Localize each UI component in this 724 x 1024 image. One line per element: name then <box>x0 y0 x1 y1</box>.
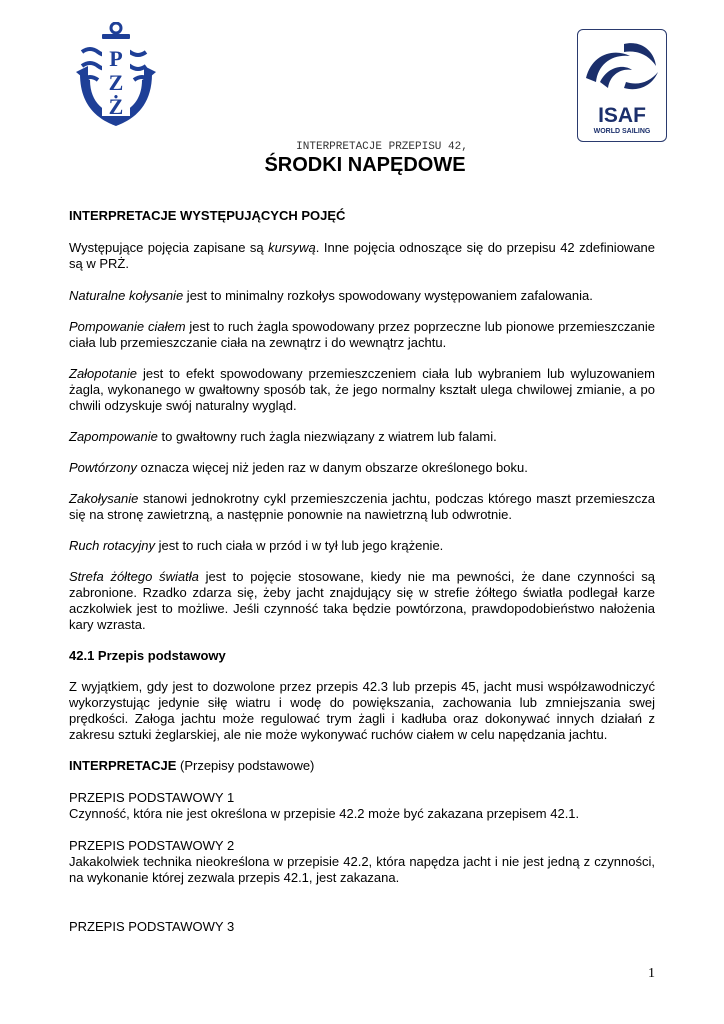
interpretation-text: Czynność, która nie jest określona w przepisie 42.2 może być zakazana przepisem 42.1. <box>69 806 580 821</box>
rule-paragraph: Z wyjątkiem, gdy jest to dozwolone przez przepis 42.3 lub przepis 45, jacht musi współzawodniczyć wykorzystując jedynie siłę wiatru i wodę do powiększania, zachowania lub zmniejszania swej prędkości. Załoga jachtu może regulować trym żagli i kadłuba oraz dokonywać innych działań z zakresu sztuki żeglarskiej, ale nie może wykonywać ruchów ciałem w celu napędzania jachtu. <box>69 679 655 742</box>
intro-italic-word: kursywą <box>268 240 316 255</box>
isaf-logo <box>577 29 667 142</box>
definition-term: Powtórzony <box>69 460 137 475</box>
pzz-letter-z: Z <box>108 70 124 95</box>
definition-term: Ruch rotacyjny <box>69 538 155 553</box>
pzz-letter-zz: Ż <box>108 94 124 119</box>
definition-paragraph: Naturalne kołysanie jest to minimalny rozkołys spowodowany występowaniem zafalowania. <box>69 288 593 303</box>
page-number: 1 <box>648 966 655 981</box>
definition-paragraph: Zakołysanie stanowi jednokrotny cykl przemieszczenia jachtu, podczas którego maszt przemieszcza się na stronę zawietrzną, a następnie ponownie na nawietrzną lub odwrotnie. <box>69 491 655 522</box>
document-title: ŚRODKI NAPĘDOWE <box>264 154 466 176</box>
section-heading-interpretations: INTERPRETACJE (Przepisy podstawowe) <box>69 758 315 773</box>
definition-paragraph: Zapompowanie to gwałtowny ruch żagla niezwiązany z wiatrem lub falami. <box>69 429 497 444</box>
interpretation-text: Jakakolwiek technika nieokreślona w przepisie 42.2, która napędza jacht i nie jest jedną z czynności, na wykonanie której zezwala przepis 42.1, jest zakazana. <box>69 854 655 885</box>
interpretation-label: PRZEPIS PODSTAWOWY 3 <box>69 919 235 934</box>
document-body <box>69 208 655 935</box>
definition-paragraph: Pompowanie ciałem jest to ruch żagla spowodowany przez poprzeczne lub pionowe przemieszczanie ciała lub przemieszczanie ciała na zewnątrz i do wewnątrz jachtu. <box>69 319 655 350</box>
isaf-logo-text: ISAF <box>598 104 646 127</box>
definition-term: Pompowanie ciałem <box>69 319 186 334</box>
pzz-anchor-logo <box>76 22 156 128</box>
section-heading-definitions: INTERPRETACJE WYSTĘPUJĄCYCH POJĘĆ <box>69 208 346 223</box>
section-heading-rule: 42.1 Przepis podstawowy <box>69 648 226 663</box>
interpretation-label: PRZEPIS PODSTAWOWY 1 <box>69 790 235 805</box>
pzz-letter-p: P <box>109 46 123 71</box>
definition-paragraph: Załopotanie jest to efekt spowodowany przemieszczeniem ciała lub wybraniem lub wyluzowaniem żagla, wykonanego w gwałtowny sposób tak, że jego normalny kształt ulega chwilowej zmianie, a po chwili odzyskuje swój naturalny wygląd. <box>69 366 655 413</box>
definition-term: Załopotanie <box>69 366 137 381</box>
definition-term: Zakołysanie <box>69 491 139 506</box>
definition-term: Zapompowanie <box>69 429 158 444</box>
isaf-logo-subtext: WORLD SAILING <box>593 128 651 135</box>
definition-term: Naturalne kołysanie <box>69 288 184 303</box>
definitions-intro: Występujące pojęcia zapisane są kursywą. Inne pojęcia odnoszące się do przepisu 42 zdefiniowane są w PRŻ. <box>69 240 656 271</box>
definition-paragraph: Ruch rotacyjny jest to ruch ciała w przód i w tył lub jego krążenie. <box>69 538 444 553</box>
definition-paragraph: Powtórzony oznacza więcej niż jeden raz w danym obszarze określonego boku. <box>69 460 528 475</box>
definition-paragraph: Strefa żółtego światła jest to pojęcie stosowane, kiedy nie ma pewności, że dane czynności są zabronione. Rzadko zdarza się, żeby jacht znajdujący się w strefie żółtego światła podlegał karze aczkolwiek jest to możliwe. Jeśli czynność taka będzie powtórzona, prawdopodobieństwo nałożenia kary wzrasta. <box>69 569 655 632</box>
interpretation-label: PRZEPIS PODSTAWOWY 2 <box>69 838 235 853</box>
isaf-sails-logo <box>578 30 666 140</box>
definition-term: Strefa żółtego światła <box>69 569 199 584</box>
document-subtitle: INTERPRETACJE PRZEPISU 42, <box>296 141 468 153</box>
